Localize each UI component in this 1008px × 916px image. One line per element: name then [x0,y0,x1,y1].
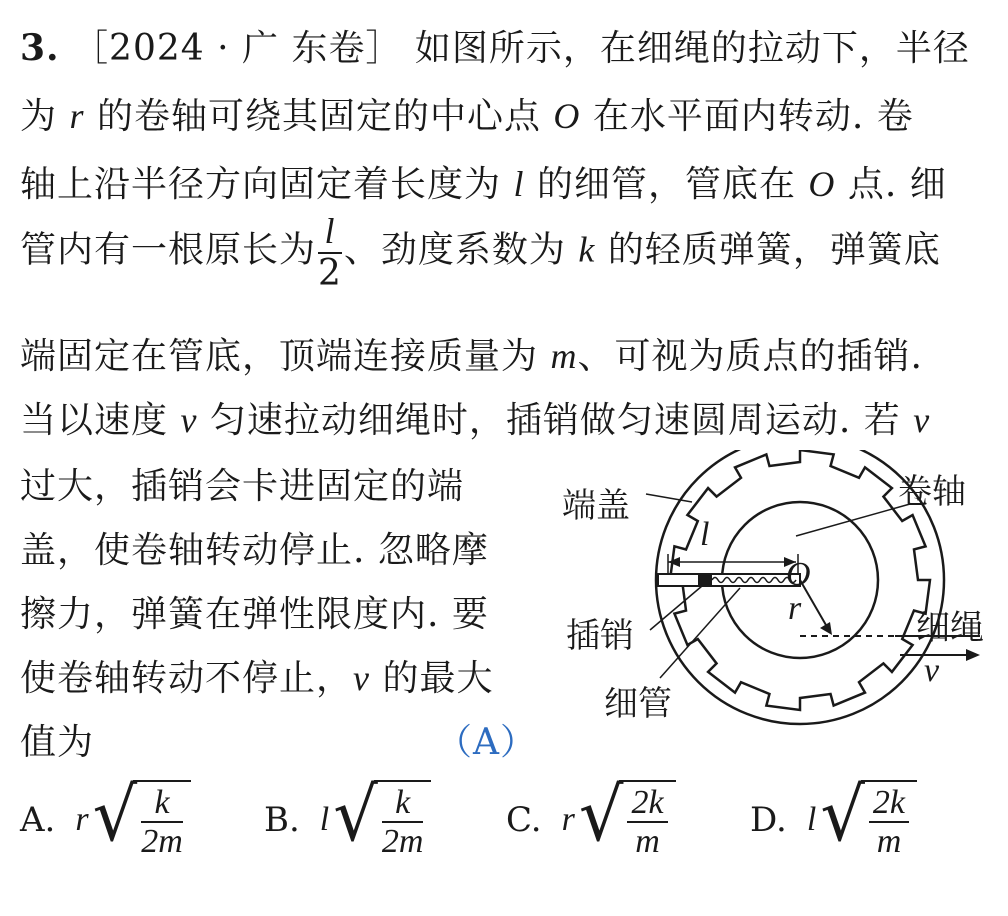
frac-num: 2k [869,784,909,823]
option-label: B. [264,800,300,841]
label-r: r [788,590,802,627]
option-c[interactable] [506,771,676,861]
text: 管内有一根原长为 [20,229,317,271]
text: 的轻质弹簧，弹簧底 [607,229,941,271]
option-label: D. [750,800,787,841]
var-O: O [553,96,581,136]
velocity-arrow [966,649,980,661]
option-a[interactable] [20,771,191,861]
text: 的卷轴可绕其固定的中心点 [96,96,541,137]
text: 为 [20,96,58,137]
option-coef: r [75,801,89,839]
question-line-11: 值为 [20,722,95,763]
question-line-10 [20,650,493,701]
frac-den: m [876,823,902,861]
text: 端固定在管底，顶端连接质量为 [20,336,539,377]
question-number: 3. [20,27,60,69]
question-line-8: 盖，使卷轴转动停止. 忽略摩 [20,530,489,571]
fraction-l-over-2 [318,212,342,293]
frac-num: 2k [627,784,667,823]
var-v: v [353,658,370,698]
var-v: v [913,400,931,440]
label-end-cap: 端盖 [562,486,630,526]
label-v: v [924,652,940,689]
text: 当以速度 [20,400,169,441]
text: 使卷轴转动不停止， [20,658,354,699]
frac-den: 2 [318,252,342,294]
var-r: r [69,96,85,136]
frac-num: k [141,784,183,823]
option-d[interactable] [750,771,917,861]
text: 的最大 [382,658,494,699]
label-O: O [786,556,811,593]
var-O: O [808,164,836,204]
label-l: l [700,516,710,553]
question-line-1 [20,20,970,71]
leader-spool [796,504,910,536]
frac-num: k [382,784,424,823]
text: 轴上沿半径方向固定着长度为 [20,164,502,205]
text: 在水平面内转动. 卷 [592,96,914,137]
option-label: A. [20,800,56,841]
option-coef: r [561,801,575,839]
var-l: l [513,164,525,204]
text: 、劲度系数为 [343,229,566,271]
label-pin: 插销 [566,616,634,656]
question-text: 如图所示，在细绳的拉动下，半径 [414,28,970,69]
sqrt-expression: √ $\frac{2k}{m}$ [820,780,917,861]
pin-rect [698,575,712,585]
question-line-2 [20,88,914,139]
var-v: v [180,400,198,440]
question-line-6 [20,392,930,443]
option-coef: l [319,801,330,839]
text: 点. 细 [847,164,947,205]
spool-diagram [540,450,1000,750]
leader-tube [660,588,740,678]
var-m: m [550,336,578,376]
frac-den: 2m [381,823,424,861]
answer-marker: （A） [436,722,537,763]
label-rope: 细绳 [916,608,984,648]
frac-den: m [635,823,660,861]
question-line-3 [20,156,947,207]
question-line-9: 擦力，弹簧在弹性限度内. 要 [20,594,489,635]
question-line-7: 过大，插销会卡进固定的端 [20,466,465,507]
text: 匀速拉动细绳时，插销做匀速圆周运动. 若 [209,400,901,441]
sqrt-expression: √ $\frac{2k}{m}$ [579,780,676,861]
sqrt-expression: √ $\frac{k}{2m}$ [93,780,191,861]
option-b[interactable] [264,771,431,861]
label-tube: 细管 [604,684,672,724]
question-line-4 [20,212,941,293]
label-spool: 卷轴 [898,472,966,512]
sqrt-expression: √ $\frac{k}{2m}$ [333,780,431,861]
option-coef: l [806,801,817,839]
frac-den: 2m [141,823,183,861]
question-line-5 [20,328,923,379]
text: 、可视为质点的插销. [577,336,923,377]
question-source: ［2024 · 广 东卷］ [72,28,403,69]
text: 的细管，管底在 [536,164,796,205]
option-label: C. [506,800,542,841]
frac-num: l [318,212,342,254]
var-k: k [578,229,596,270]
